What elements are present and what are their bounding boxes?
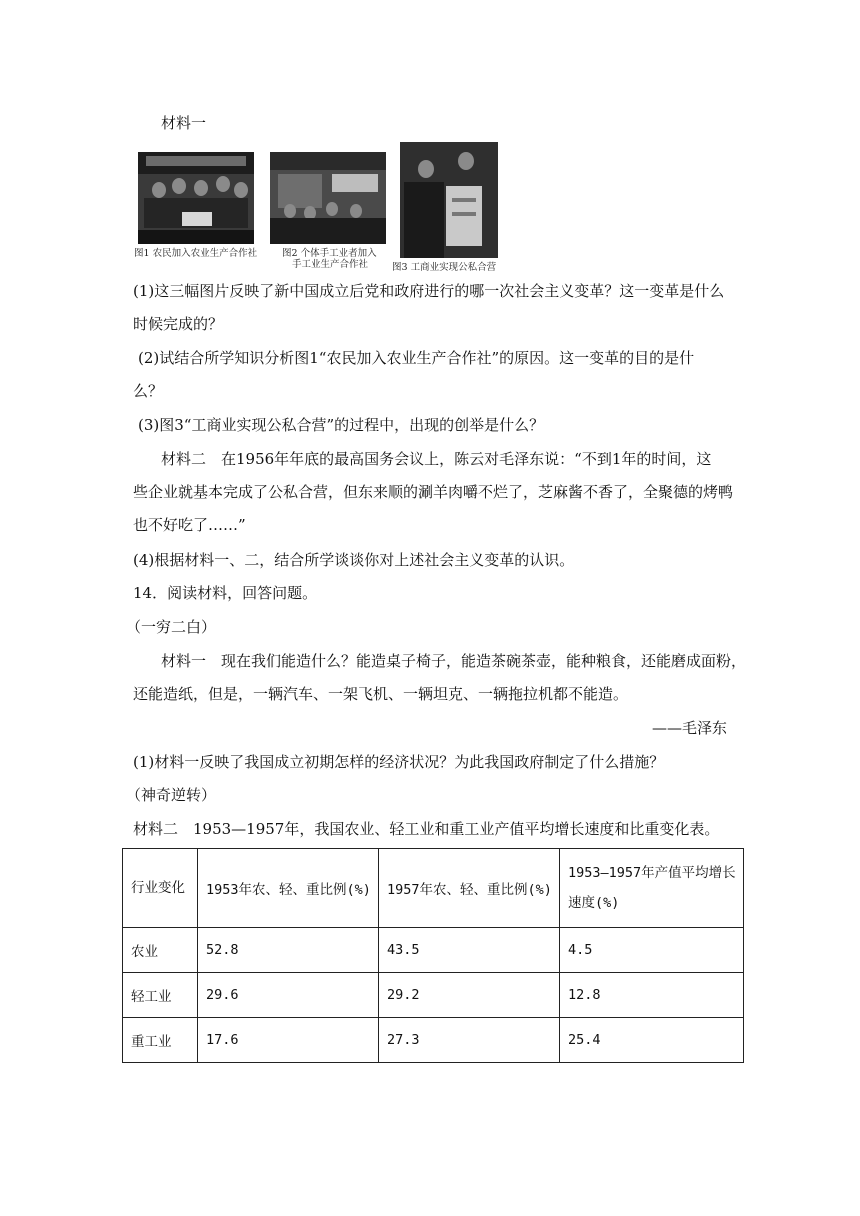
table-cell: 29.6 [198, 973, 379, 1018]
table-cell: 17.6 [198, 1018, 379, 1063]
material2-line3: 也不好吃了……” [133, 516, 246, 534]
figure-1-caption: 图1 农民加入农业生产合作社 [134, 248, 258, 259]
material1-label: 材料一 [161, 114, 207, 132]
figure-1-photo [138, 152, 254, 244]
material1b-line2: 还能造纸，但是，一辆汽车、一架飞机、一辆坦克、一辆拖拉机都不能造。 [133, 685, 629, 703]
question-3: (3)图3“工商业实现公私合营”的过程中，出现的创举是什么？ [138, 416, 545, 434]
table-row [123, 973, 744, 1018]
figure-3-caption: 图3 工商业实现公私合营 [392, 262, 497, 273]
material2b: 材料二 1953—1957年，我国农业、轻工业和重工业产值平均增长速度和比重变化表。 [133, 820, 720, 838]
table-header-cell: 行业变化 [123, 849, 198, 928]
table-row [123, 1018, 744, 1063]
table-cell: 轻工业 [123, 973, 198, 1018]
figure-row [134, 140, 514, 280]
figure-3-photo [400, 142, 498, 258]
figure-2-caption-line1: 图2 个体手工业者加入 [282, 248, 377, 259]
figure-2-photo [270, 152, 386, 244]
table-cell: 27.3 [379, 1018, 560, 1063]
table-cell: 4.5 [560, 928, 744, 973]
table-header-row [123, 849, 744, 928]
table-cell: 农业 [123, 928, 198, 973]
section-heading-1: （一穷二白） [126, 618, 217, 636]
table-cell: 12.8 [560, 973, 744, 1018]
attribution: ——毛泽东 [652, 719, 728, 737]
figure-2-caption-line2: 手工业生产合作社 [292, 259, 369, 270]
question-2-line1: (2)试结合所学知识分析图1“农民加入农业生产合作社”的原因。这一变革的目的是什 [138, 349, 695, 367]
table-header-cell: 1953—1957年产值平均增长速度(%) [560, 849, 744, 928]
material1b-line1: 材料一 现在我们能造什么？能造桌子椅子，能造茶碗茶壶，能种粮食，还能磨成面粉， [161, 652, 747, 670]
question-4: (4)根据材料一、二，结合所学谈谈你对上述社会主义变革的认识。 [133, 551, 575, 569]
material2-line2: 些企业就基本完成了公私合营，但东来顺的涮羊肉嚼不烂了，芝麻酱不香了，全聚德的烤鸭 [133, 483, 734, 501]
table-cell: 29.2 [379, 973, 560, 1018]
question-14-title: 14．阅读材料，回答问题。 [133, 584, 318, 602]
question-1-line1: (1)这三幅图片反映了新中国成立后党和政府进行的哪一次社会主义变革？这一变革是什么 [133, 282, 725, 300]
question-1-line2: 时候完成的？ [133, 315, 224, 333]
table-header-cell: 1953年农、轻、重比例(%) [198, 849, 379, 928]
material2-line1: 材料二 在1956年年底的最高国务会议上，陈云对毛泽东说：“不到1年的时间，这 [161, 450, 712, 468]
table-row [123, 928, 744, 973]
question-14-1: (1)材料一反映了我国成立初期怎样的经济状况？为此我国政府制定了什么措施？ [133, 753, 665, 771]
question-2-line2: 么？ [133, 382, 164, 400]
growth-table [122, 848, 744, 1063]
table-header-cell: 1957年农、轻、重比例(%) [379, 849, 560, 928]
table-cell: 43.5 [379, 928, 560, 973]
table-cell: 重工业 [123, 1018, 198, 1063]
table-cell: 52.8 [198, 928, 379, 973]
table-cell: 25.4 [560, 1018, 744, 1063]
section-heading-2: （神奇逆转） [126, 786, 217, 804]
